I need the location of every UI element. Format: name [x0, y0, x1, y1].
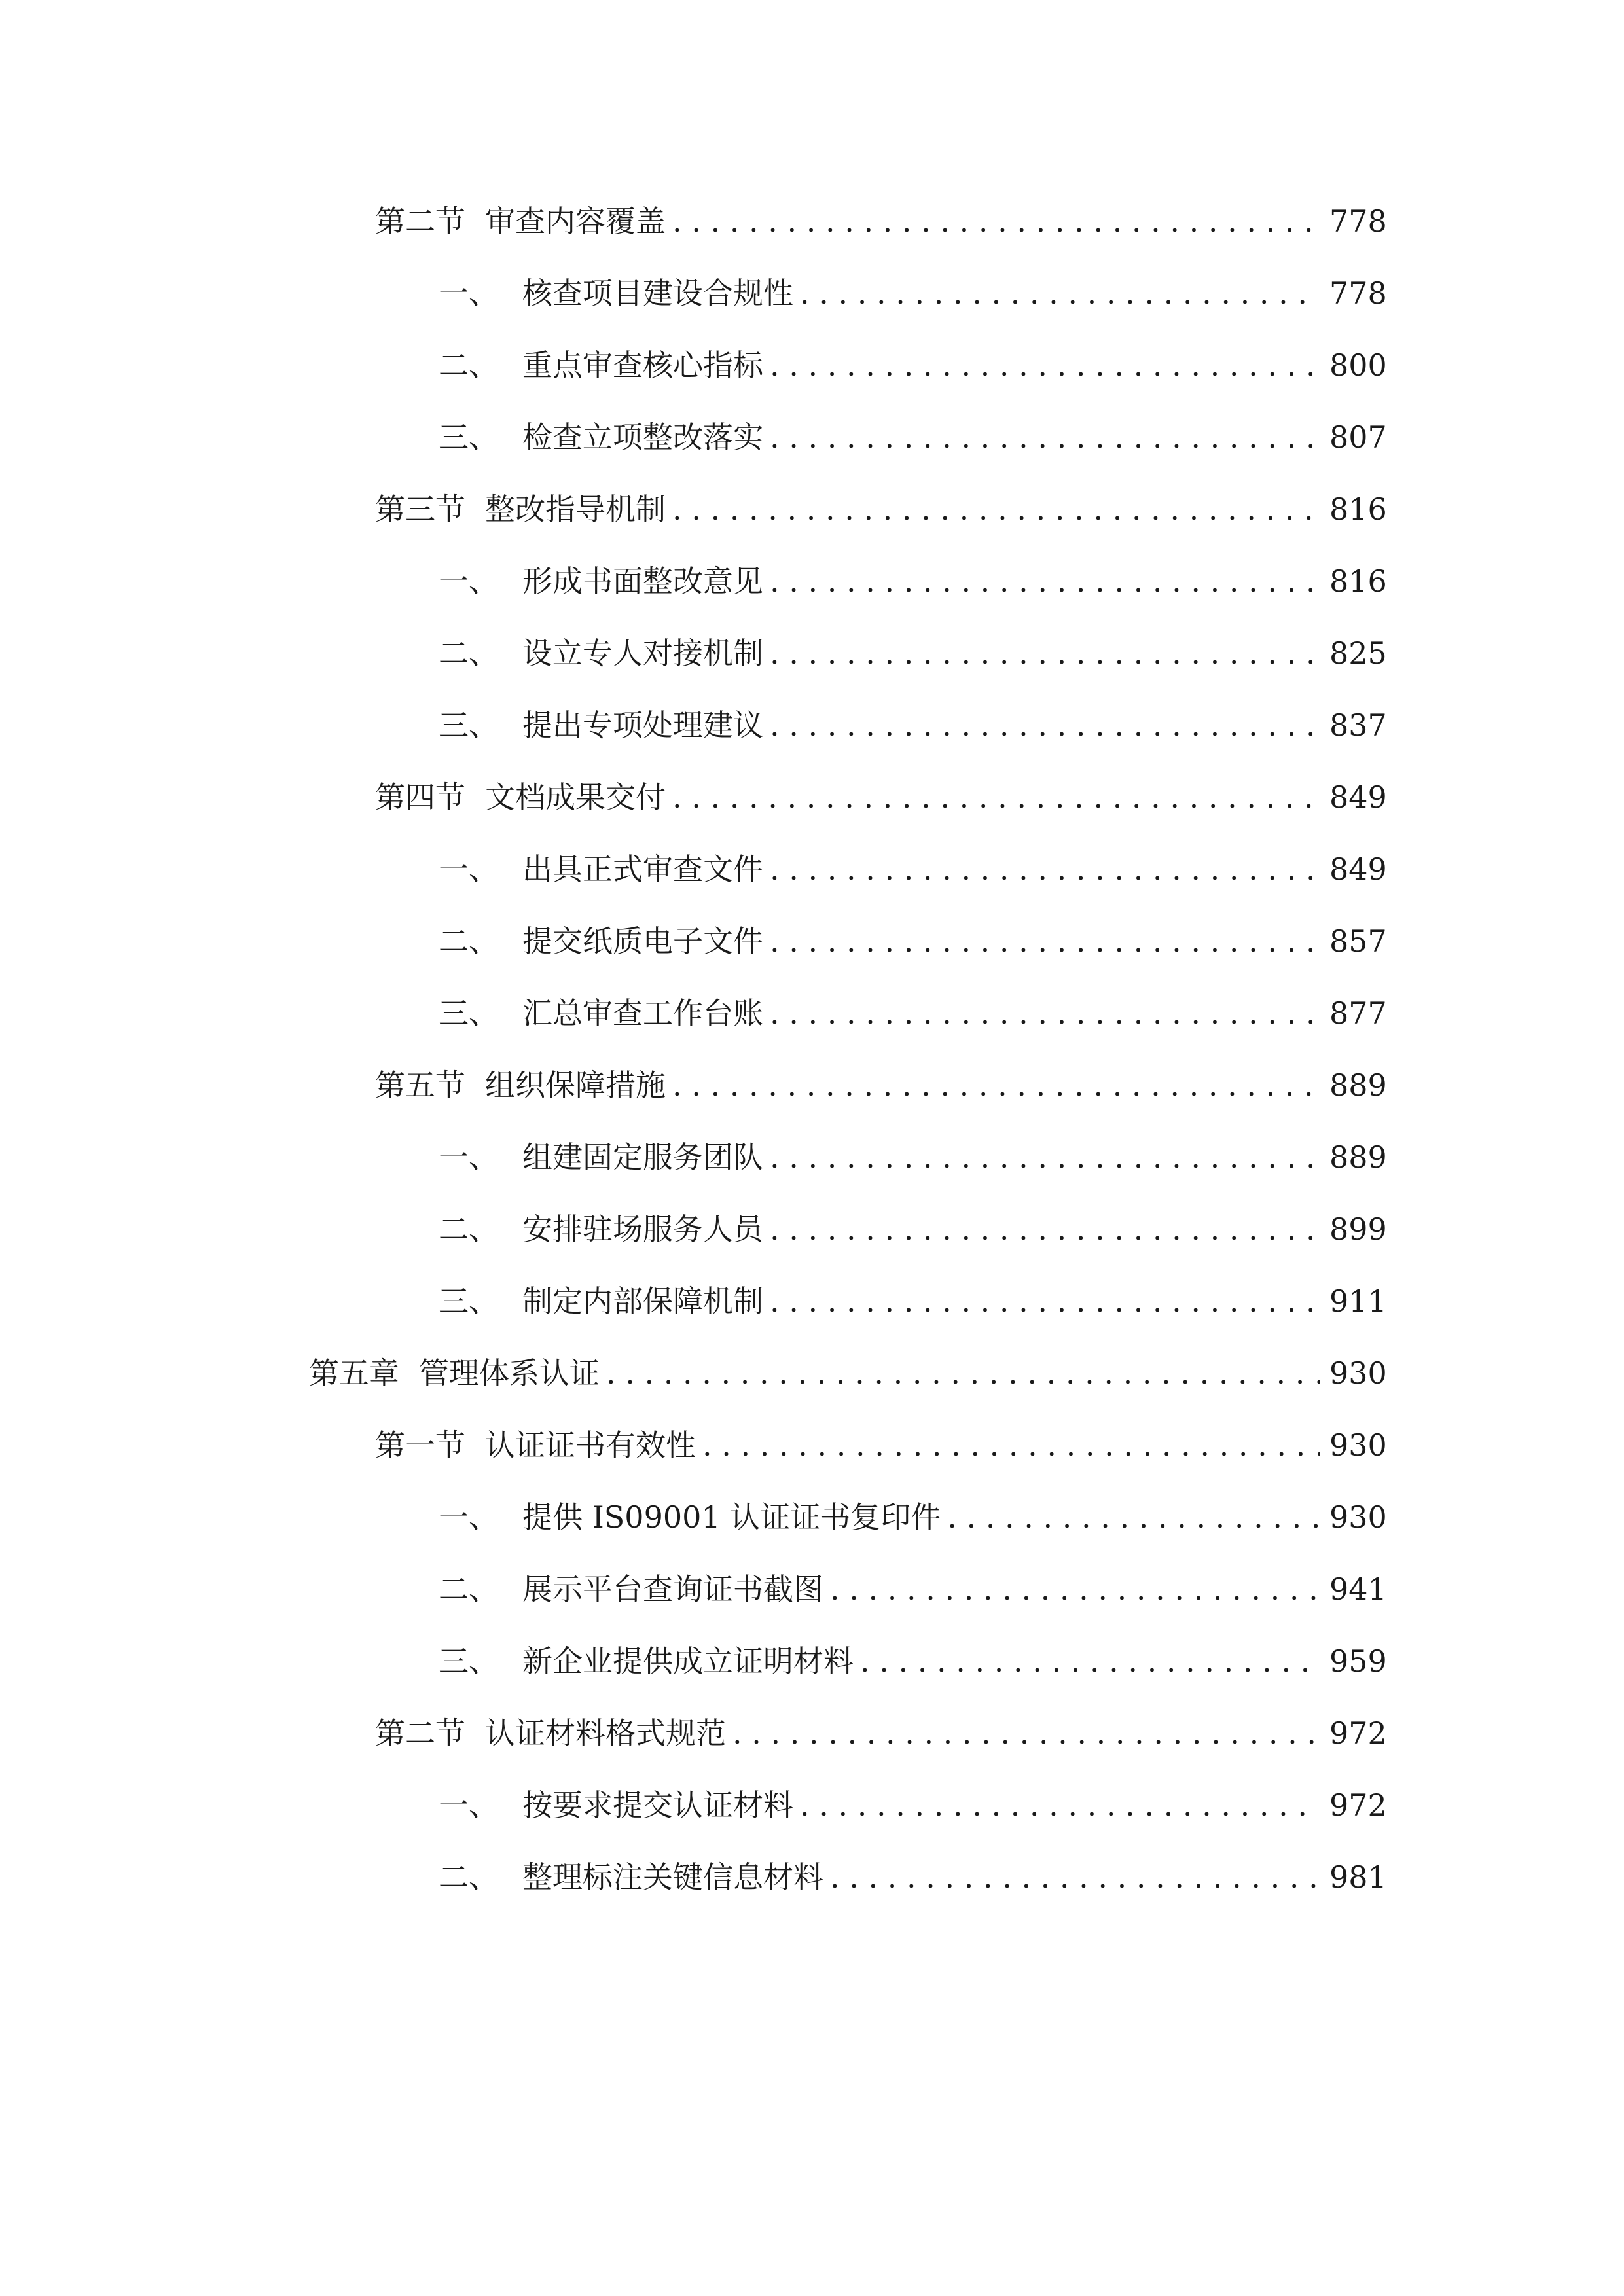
toc-entry-section[interactable] [375, 771, 1387, 823]
toc-entry-page: 930 [1329, 1355, 1387, 1391]
dot-leader [770, 843, 1320, 895]
dot-leader [770, 339, 1320, 391]
toc-entry-title: 管理体系认证 [419, 1355, 600, 1391]
toc-entry-number: 一、 [439, 276, 499, 311]
toc-entry-page: 930 [1329, 1499, 1387, 1535]
toc-entry-page: 889 [1329, 1139, 1387, 1175]
toc-entry-section[interactable] [375, 483, 1387, 535]
dot-leader [947, 1491, 1320, 1543]
toc-entry-page: 972 [1329, 1787, 1387, 1823]
toc-entry-page: 837 [1329, 708, 1387, 743]
toc-entry-title: 组织保障措施 [485, 1067, 666, 1103]
toc-entry-number: 第五章 [309, 1355, 399, 1391]
toc-entry-number: 第二节 [375, 204, 465, 239]
toc-entry-section[interactable] [375, 1419, 1387, 1471]
toc-entry-item[interactable] [439, 699, 1387, 751]
toc-entry-number: 三、 [439, 1283, 499, 1319]
toc-entry-title: 提出专项处理建议 [522, 708, 763, 743]
toc-entry-item[interactable] [439, 1275, 1387, 1327]
toc-entry-item[interactable] [439, 1131, 1387, 1183]
toc-entry-item[interactable] [439, 555, 1387, 607]
dot-leader [606, 1347, 1320, 1399]
toc-entry-title: 审查内容覆盖 [485, 204, 666, 239]
toc-entry-number: 一、 [439, 1499, 499, 1535]
toc-entry-title: 提供 IS09001 认证证书复印件 [522, 1499, 941, 1535]
toc-entry-item[interactable] [439, 1563, 1387, 1615]
toc-entry-chapter[interactable] [309, 1347, 1387, 1399]
toc-entry-title: 按要求提交认证材料 [522, 1787, 793, 1823]
toc-entry-section[interactable] [375, 195, 1387, 247]
dot-leader [770, 555, 1320, 607]
toc-entry-title: 汇总审查工作台账 [522, 996, 763, 1031]
toc-entry-page: 816 [1329, 492, 1387, 527]
toc-entry-page: 849 [1329, 780, 1387, 815]
toc-entry-number: 二、 [439, 636, 499, 671]
dot-leader [800, 267, 1320, 319]
toc-entry-title: 认证证书有效性 [485, 1427, 696, 1463]
toc-entry-title: 重点审查核心指标 [522, 348, 763, 383]
toc-entry-title: 提交纸质电子文件 [522, 924, 763, 959]
toc-entry-item[interactable] [439, 267, 1387, 319]
toc-entry-page: 778 [1329, 204, 1387, 239]
toc-entry-page: 941 [1329, 1571, 1387, 1607]
toc-entry-item[interactable] [439, 1851, 1387, 1903]
dot-leader [770, 915, 1320, 967]
toc-entry-page: 981 [1329, 1859, 1387, 1895]
dot-leader [770, 1203, 1320, 1255]
toc-entry-section[interactable] [375, 1059, 1387, 1111]
dot-leader [672, 771, 1320, 823]
toc-entry-page: 778 [1329, 276, 1387, 311]
dot-leader [672, 195, 1320, 247]
toc-entry-number: 二、 [439, 924, 499, 959]
toc-entry-title: 形成书面整改意见 [522, 564, 763, 599]
dot-leader [770, 1131, 1320, 1183]
toc-entry-number: 一、 [439, 1787, 499, 1823]
toc-entry-number: 第二节 [375, 1715, 465, 1751]
toc-entry-page: 959 [1329, 1643, 1387, 1679]
toc-entry-number: 一、 [439, 1139, 499, 1175]
toc-entry-page: 889 [1329, 1067, 1387, 1103]
toc-entry-item[interactable] [439, 1491, 1387, 1543]
toc-entry-title: 组建固定服务团队 [522, 1139, 763, 1175]
toc-entry-number: 二、 [439, 1211, 499, 1247]
toc-entry-number: 二、 [439, 348, 499, 383]
dot-leader [672, 1059, 1320, 1111]
toc-entry-title: 认证材料格式规范 [485, 1715, 726, 1751]
toc-entry-item[interactable] [439, 411, 1387, 463]
toc-entry-number: 二、 [439, 1859, 499, 1895]
toc-entry-page: 877 [1329, 996, 1387, 1031]
toc-entry-title: 整改指导机制 [485, 492, 666, 527]
toc-entry-number: 三、 [439, 708, 499, 743]
toc-entry-page: 930 [1329, 1427, 1387, 1463]
dot-leader [732, 1707, 1320, 1759]
toc-entry-number: 第四节 [375, 780, 465, 815]
toc-entry-item[interactable] [439, 627, 1387, 679]
toc-entry-page: 807 [1329, 420, 1387, 455]
dot-leader [860, 1635, 1320, 1687]
dot-leader [702, 1419, 1320, 1471]
toc-entry-page: 849 [1329, 852, 1387, 887]
toc-entry-title: 检查立项整改落实 [522, 420, 763, 455]
toc-entry-title: 制定内部保障机制 [522, 1283, 763, 1319]
toc-entry-page: 857 [1329, 924, 1387, 959]
toc-entry-number: 第五节 [375, 1067, 465, 1103]
toc-entry-item[interactable] [439, 339, 1387, 391]
toc-entry-page: 825 [1329, 636, 1387, 671]
dot-leader [672, 483, 1320, 535]
toc-entry-number: 三、 [439, 996, 499, 1031]
toc-entry-item[interactable] [439, 843, 1387, 895]
dot-leader [770, 1275, 1320, 1327]
toc-entry-page: 816 [1329, 564, 1387, 599]
toc-entry-number: 三、 [439, 420, 499, 455]
toc-entry-number: 一、 [439, 564, 499, 599]
dot-leader [770, 987, 1320, 1039]
toc-entry-title: 安排驻场服务人员 [522, 1211, 763, 1247]
toc-entry-title: 新企业提供成立证明材料 [522, 1643, 854, 1679]
dot-leader [770, 411, 1320, 463]
toc-entry-number: 第三节 [375, 492, 465, 527]
toc-entry-number: 一、 [439, 852, 499, 887]
dot-leader [800, 1779, 1320, 1831]
toc-entry-number: 三、 [439, 1643, 499, 1679]
toc-entry-title: 文档成果交付 [485, 780, 666, 815]
toc-entry-title: 整理标注关键信息材料 [522, 1859, 823, 1895]
toc-entry-section[interactable] [375, 1707, 1387, 1759]
toc-entry-title: 设立专人对接机制 [522, 636, 763, 671]
toc-entry-page: 899 [1329, 1211, 1387, 1247]
toc-entry-page: 800 [1329, 348, 1387, 383]
toc-entry-page: 972 [1329, 1715, 1387, 1751]
toc-entry-page: 911 [1329, 1283, 1387, 1319]
toc-entry-item[interactable] [439, 915, 1387, 967]
dot-leader [830, 1563, 1320, 1615]
toc-entry-title: 核查项目建设合规性 [522, 276, 793, 311]
dot-leader [830, 1851, 1320, 1903]
dot-leader [770, 627, 1320, 679]
dot-leader [770, 699, 1320, 751]
toc-entry-item[interactable] [439, 1635, 1387, 1687]
toc-entry-number: 第一节 [375, 1427, 465, 1463]
toc-entry-number: 二、 [439, 1571, 499, 1607]
toc-entry-item[interactable] [439, 987, 1387, 1039]
toc-entry-item[interactable] [439, 1779, 1387, 1831]
toc-entry-title: 出具正式审查文件 [522, 852, 763, 887]
toc-entry-item[interactable] [439, 1203, 1387, 1255]
toc-entry-title: 展示平台查询证书截图 [522, 1571, 823, 1607]
